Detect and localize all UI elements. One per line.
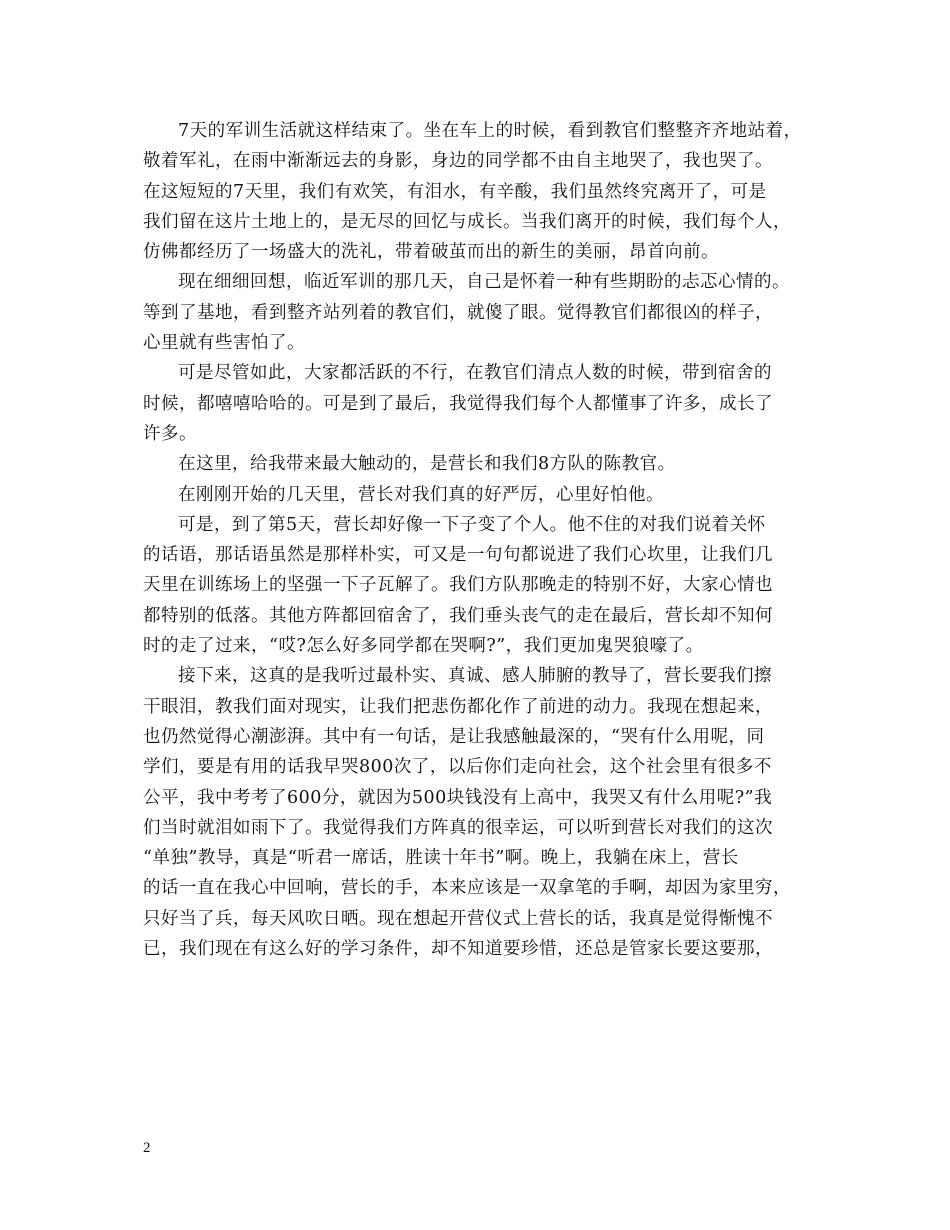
text-line: 心里就有些害怕了。 <box>143 333 305 354</box>
paragraph-1 <box>143 116 833 267</box>
paragraph-5 <box>143 480 833 510</box>
text-line: 的话一直在我心中回响，营长的手，本来应该是一双拿笔的手啊，却因为家里穷， <box>143 878 791 899</box>
text-line: 7天的军训生活就这样结束了。坐在车上的时候，看到教官们整整齐齐地站着， <box>178 121 802 141</box>
paragraph-3 <box>143 358 833 449</box>
text-line: 可是尽管如此，大家都活跃的不行，在教官们清点人数的时候，带到宿舍的 <box>178 363 772 384</box>
text-line: 已，我们现在有这么好的学习条件，却不知道要珍惜，还总是管家长要这要那， <box>143 939 773 960</box>
text-line: 们当时就泪如雨下了。我觉得我们方阵真的很幸运，可以听到营长对我们的这次 <box>143 817 773 838</box>
text-line: 时的走了过来，“哎?怎么好多同学都在哭啊?”，我们更加鬼哭狼嚎了。 <box>143 636 704 657</box>
text-line: 在刚刚开始的几天里，营长对我们真的好严厉，心里好怕他。 <box>178 484 664 505</box>
text-line: 时候，都嘻嘻哈哈的。可是到了最后，我觉得我们每个人都懂事了许多，成长了 <box>143 393 773 414</box>
text-line: “单独”教导，真是“听君一席话，胜读十年书”啊。晚上，我躺在床上，营长 <box>143 848 739 869</box>
paragraph-7 <box>143 661 833 964</box>
text-line: 公平，我中考考了600分，就因为500块钱没有上高中，我哭又有什么用呢?”我 <box>143 787 773 808</box>
text-line: 在这里，给我带来最大触动的，是营长和我们8方队的陈教官。 <box>178 454 676 475</box>
text-line: 只好当了兵，每天风吹日晒。现在想起开营仪式上营长的话，我真是觉得惭愧不 <box>143 908 773 929</box>
document-body <box>143 116 833 964</box>
text-line: 许多。 <box>143 423 197 444</box>
paragraph-6 <box>143 510 833 661</box>
text-line: 我们留在这片土地上的，是无尽的回忆与成长。当我们离开的时候，我们每个人， <box>143 211 791 232</box>
text-line: 现在细细回想，临近军训的那几天，自己是怀着一种有些期盼的忐忑心情的。 <box>178 272 790 293</box>
page-number: 2 <box>143 1140 151 1156</box>
text-line: 可是，到了第5天，营长却好像一下子变了个人。他不住的对我们说着关怀 <box>178 514 766 535</box>
paragraph-2 <box>143 267 833 358</box>
text-line: 也仍然觉得心潮澎湃。其中有一句话，是让我感触最深的，“哭有什么用呢，同 <box>143 726 765 747</box>
text-line: 接下来，这真的是我听过最朴实、真诚、感人肺腑的教导了，营长要我们擦 <box>178 666 772 687</box>
text-line: 等到了基地，看到整齐站列着的教官们，就傻了眼。觉得教官们都很凶的样子， <box>143 302 773 323</box>
text-line: 学们，要是有用的话我早哭800次了，以后你们走向社会，这个社会里有很多不 <box>143 757 772 778</box>
text-line: 敬着军礼，在雨中渐渐远去的身影，身边的同学都不由自主地哭了，我也哭了。 <box>143 151 773 172</box>
text-line: 仿佛都经历了一场盛大的洗礼，带着破茧而出的新生的美丽，昂首向前。 <box>143 242 719 263</box>
text-line: 在这短短的7天里，我们有欢笑，有泪水，有辛酸，我们虽然终究离开了，可是 <box>143 181 767 202</box>
text-line: 的话语，那话语虽然是那样朴实，可又是一句句都说进了我们心坎里，让我们几 <box>143 545 773 566</box>
text-line: 都特别的低落。其他方阵都回宿舍了，我们垂头丧气的走在最后，营长却不知何 <box>143 605 773 626</box>
text-line: 天里在训练场上的坚强一下子瓦解了。我们方队那晚走的特别不好，大家心情也 <box>143 575 773 596</box>
text-line: 干眼泪，教我们面对现实，让我们把悲伤都化作了前进的动力。我现在想起来， <box>143 696 773 717</box>
paragraph-4 <box>143 449 833 479</box>
